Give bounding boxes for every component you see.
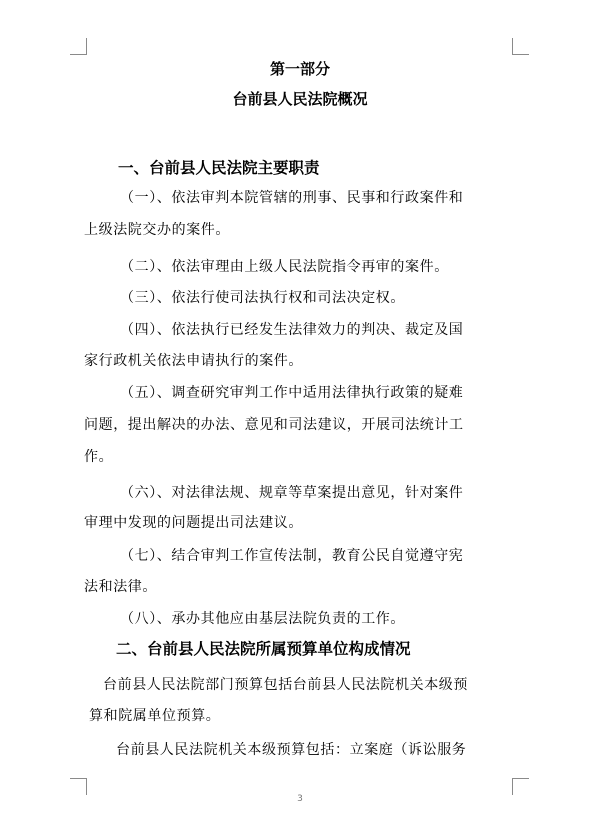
duty-8-line-1: （八）、承办其他应由基层法院负责的工作。	[120, 611, 405, 627]
duty-5-line-1: （五）、调查研究审判工作中适用法律执行政策的疑难	[120, 385, 464, 401]
crop-mark-bottom-left	[70, 778, 87, 795]
duty-1-line-1: （一）、依法审判本院管辖的刑事、民事和行政案件和	[120, 190, 464, 206]
crop-mark-top-left	[70, 38, 87, 55]
duty-1-line-2: 上级法院交办的案件。	[84, 222, 230, 238]
page-title: 台前县人民法院概况	[232, 90, 368, 108]
crop-mark-top-right	[512, 38, 529, 55]
duty-6-line-1: （六）、对法律法规、规章等草案提出意见，针对案件	[120, 485, 464, 501]
page-number: 3	[297, 794, 303, 804]
duty-2-line-1: （二）、依法审理由上级人民法院指令再审的案件。	[120, 259, 449, 275]
duty-5-line-2: 问题，提出解决的办法、意见和司法建议，开展司法统计工	[84, 417, 464, 433]
budget-para-1-line-2: 算和院属单位预算。	[89, 708, 221, 724]
duty-5-line-3: 作。	[84, 449, 114, 465]
duty-6-line-2: 审理中发现的问题提出司法建议。	[84, 515, 303, 531]
duty-7-line-1: （七）、结合审判工作宣传法制，教育公民自觉遵守宪	[120, 548, 464, 564]
section-heading-budget-units: 二、台前县人民法院所属预算单位构成情况	[116, 640, 411, 658]
duty-4-line-2: 家行政机关依法申请执行的案件。	[84, 353, 303, 369]
duty-4-line-1: （四）、依法执行已经发生法律效力的判决、裁定及国	[120, 322, 464, 338]
budget-para-2-line-1: 台前县人民法院机关本级预算包括：立案庭（诉讼服务	[116, 742, 467, 758]
crop-mark-bottom-right	[512, 778, 529, 795]
part-title: 第一部分	[269, 60, 330, 78]
budget-para-1-line-1: 台前县人民法院部门预算包括台前县人民法院机关本级预	[103, 677, 468, 693]
duty-3-line-1: （三）、依法行使司法执行权和司法决定权。	[120, 290, 405, 306]
duty-7-line-2: 法和法律。	[84, 579, 157, 595]
section-heading-duties: 一、台前县人民法院主要职责	[118, 159, 320, 177]
